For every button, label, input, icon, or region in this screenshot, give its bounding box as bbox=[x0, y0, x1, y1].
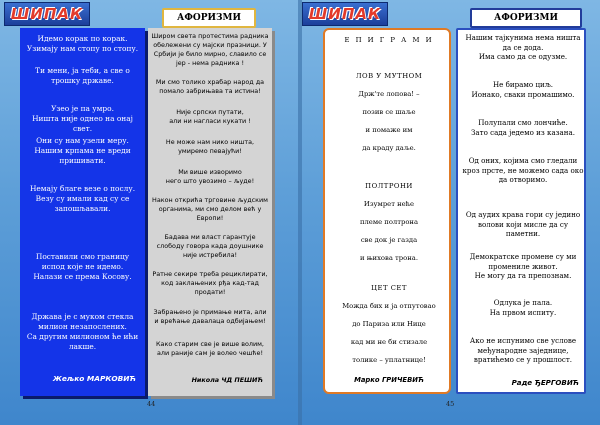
tab-label: АФОРИЗМИ bbox=[177, 13, 241, 23]
poem-line: Држ'те лопова! – bbox=[358, 90, 420, 98]
logo-text: ШИПАК bbox=[10, 5, 84, 23]
aphorism: Ти мени, ја теби, а све о трошку државе. bbox=[35, 66, 130, 85]
aphorism: Поставили смо границу испод које не идемо. Налази се према Косову. bbox=[33, 252, 132, 281]
poem-heading: ПОЛТРОНИ bbox=[365, 182, 413, 190]
section-tab-aphorisms bbox=[470, 8, 582, 28]
aphorism: Не може нам нико ништа, умиремо певајући! bbox=[165, 138, 255, 155]
poem-line: да краду даље. bbox=[362, 144, 416, 152]
poem-line: позив се шаље bbox=[362, 108, 416, 116]
logo-text: ШИПАК bbox=[308, 5, 382, 23]
author-signature: Раде ЂЕРГОВИЋ bbox=[511, 378, 579, 387]
page-number: 45 bbox=[446, 400, 455, 408]
poem-line: Можда бих и ја отпутовао bbox=[342, 302, 436, 310]
aphorisms-column-djergovic bbox=[456, 28, 586, 394]
page-number: 44 bbox=[147, 400, 156, 408]
poem-line: Изумрет неће bbox=[363, 200, 415, 208]
aphorism: Држава је с муком стекла милион незапослених. Са другим милионом ће ићи лакше. bbox=[26, 312, 139, 351]
sipak-logo bbox=[302, 2, 388, 26]
aphorism: Идемо корак по корак. Узимају нам стопу по стопу. bbox=[26, 34, 139, 53]
aphorism: Забрањено је примање мита, али и врећање давалаца одбијањем! bbox=[153, 308, 267, 325]
author-signature: Жељко МАРКОВИЋ bbox=[52, 374, 136, 383]
aphorism: Немају благе везе о послу. Везу су имали кад су се запошљавали. bbox=[29, 184, 136, 213]
aphorism: Полупали смо лончиће. Зато сада једемо из казана. bbox=[471, 118, 575, 137]
aphorism: Након открића трговине људским органима, ми смо делом већ у Европи! bbox=[152, 196, 268, 222]
poem-line: племе полтрона bbox=[359, 218, 419, 226]
aphorism: Они су нам узели меру. Нашим крпама не вреди пришивати. bbox=[34, 136, 131, 165]
aphorism: Демократске промене су ми променилe живот. Не могу да га препознам. bbox=[469, 252, 577, 281]
section-tab-aphorisms bbox=[162, 8, 256, 28]
aphorism: Бадава ми власт гарантује слободу говора када доушнике није истребила! bbox=[156, 233, 264, 259]
tab-label: АФОРИЗМИ bbox=[494, 13, 558, 23]
poem-line: кад ми не би стизале bbox=[350, 338, 428, 346]
aphorism: Ратне секире треба рециклирати, код заклањених рђа кад-тад продати! bbox=[152, 270, 268, 296]
author-signature: Марко ГРИЧЕВИЋ bbox=[354, 376, 424, 384]
poem-heading: ЦЕТ СЕТ bbox=[371, 284, 407, 292]
poem-line: све док је газда bbox=[360, 236, 418, 244]
column-title: Е П И Г Р А М И bbox=[344, 36, 434, 44]
aphorisms-column-markovic bbox=[20, 28, 145, 396]
poem-line: и помаже им bbox=[365, 126, 413, 134]
aphorism: Узео је па умро. Ништа није однео на онај свет. bbox=[32, 104, 133, 133]
aphorism: Ми више изворимо него што увозимо – људе! bbox=[165, 168, 255, 185]
poem-line: толике – уплатнице! bbox=[352, 356, 426, 364]
aphorism: Како старим све је више волим, али раније сам је волео чешће! bbox=[156, 340, 264, 357]
poem-line: и њихова трона. bbox=[360, 254, 418, 262]
sipak-logo bbox=[4, 2, 90, 26]
aphorism: Ми смо толико храбар народ да помало забрињава та истина! bbox=[155, 78, 265, 95]
aphorism: Од аудиx крава гори су једино волови који мисле да су паметни. bbox=[465, 210, 581, 239]
aphorism: Широм света протестима радника обележени су мајски празници. У Србији је било мирно, славило се јер - нема радника ! bbox=[151, 32, 269, 67]
aphorism: Одлука је пала. На првом испиту. bbox=[489, 298, 557, 317]
aphorism: Од оних, којима смо гледали кроз прсте, не можемо сада око да отворимо. bbox=[462, 156, 584, 185]
aphorism: Није српски путати, али ни нагласи кукати ! bbox=[169, 108, 251, 125]
author-signature: Никола ЧД ПЕШИЋ bbox=[191, 376, 263, 384]
book-gutter bbox=[298, 0, 302, 425]
aphorism: Не бирамо циљ. Ионако, сваки промашимо. bbox=[471, 80, 575, 99]
aphorism: Ако не испунимо све услове међународне заједнице, вратићемо се у прошлост. bbox=[469, 336, 577, 365]
poem-line: до Париза или Нице bbox=[352, 320, 426, 328]
aphorism: Нашим тајкунима нема ништа да се дода. Има само да се одузме. bbox=[465, 33, 581, 62]
aphorisms-column-pesic bbox=[148, 28, 272, 396]
poem-heading: ЛОВ У МУТНОМ bbox=[355, 72, 423, 80]
epigrams-column-gricevic bbox=[323, 28, 451, 394]
